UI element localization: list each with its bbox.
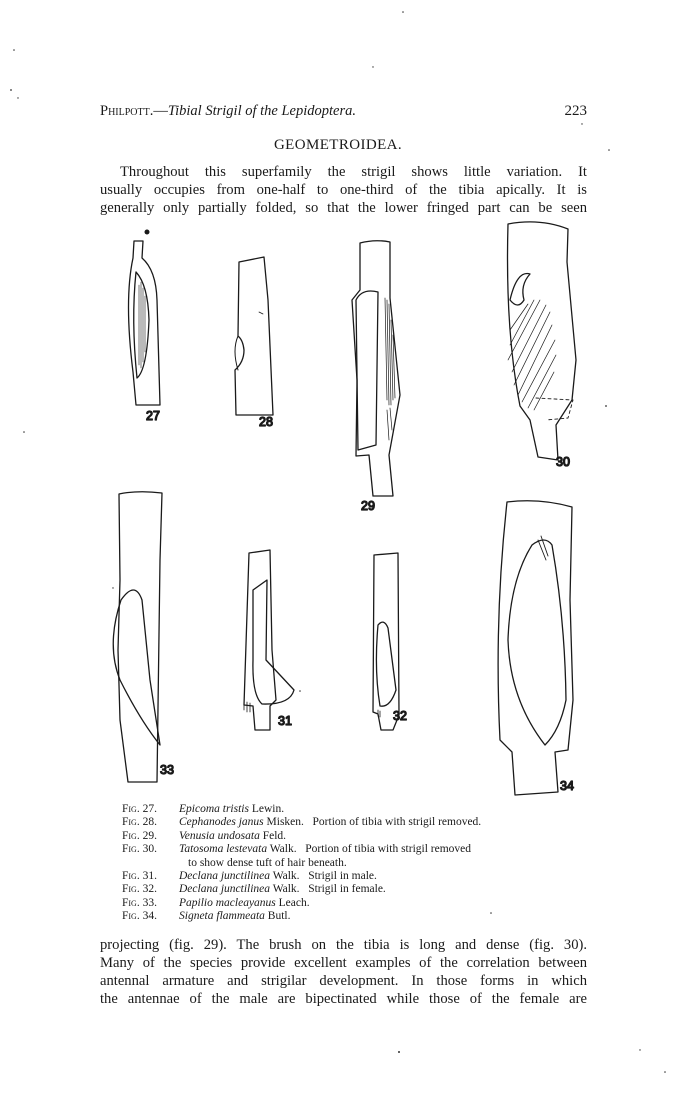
caption-line: Fig. 32. Declana junctilinea Walk. Strigil in female. <box>122 883 386 896</box>
intro-line: generally only partially folded, so that the lower fringed part can be seen <box>100 200 587 216</box>
caption-line: Fig. 31. Declana junctilinea Walk. Strigil in male. <box>122 870 377 883</box>
figure-30-label: 30 <box>556 455 570 469</box>
closing-line: Many of the species provide excellent examples of the correlation between <box>100 955 587 971</box>
author-name: Philpott. <box>100 103 154 119</box>
figure-34-label: 34 <box>560 779 574 793</box>
closing-line: projecting (fig. 29). The brush on the tibia is long and dense (fig. 30). <box>100 937 587 953</box>
page-number: 223 <box>564 103 587 119</box>
closing-line: antennal armature and strigilar development. In those forms in which <box>100 973 587 989</box>
figure-31-label: 31 <box>278 714 292 728</box>
figure-33-label: 33 <box>160 763 174 777</box>
caption-line: Fig. 34. Signeta flammeata Butl. <box>122 910 291 923</box>
caption-line: Fig. 30. Tatosoma lestevata Walk. Portion of tibia with strigil removed <box>122 843 472 856</box>
figure-29-label: 29 <box>361 499 375 513</box>
caption-line: Fig. 29. Venusia undosata Feld. <box>122 829 287 842</box>
section-heading: GEOMETROIDEA. <box>273 137 403 153</box>
caption-continuation: to show dense tuft of hair beneath. <box>188 856 347 869</box>
closing-line: the antennae of the male are bipectinated while those of the female are <box>100 991 587 1007</box>
figure-32-label: 32 <box>393 709 407 723</box>
caption-line: Fig. 27. Epicoma tristis Lewin. <box>122 803 285 815</box>
figure-28-label: 28 <box>259 415 273 429</box>
intro-line: Throughout this superfamily the strigil shows little variation. It <box>120 164 587 180</box>
intro-line: usually occupies from one-half to one-third of the tibia apically. It is <box>100 182 587 198</box>
figure-27-label: 27 <box>146 409 160 423</box>
caption-line: Fig. 33. Papilio macleayanus Leach. <box>122 896 310 909</box>
article-title: Tibial Strigil of the Lepidoptera. <box>167 103 356 119</box>
caption-line: Fig. 28. Cephanodes janus Misken. Portion of tibia with strigil removed. <box>122 816 482 829</box>
running-head-title: Philpott.—Tibial Strigil of the Lepidoptera. <box>100 103 356 119</box>
